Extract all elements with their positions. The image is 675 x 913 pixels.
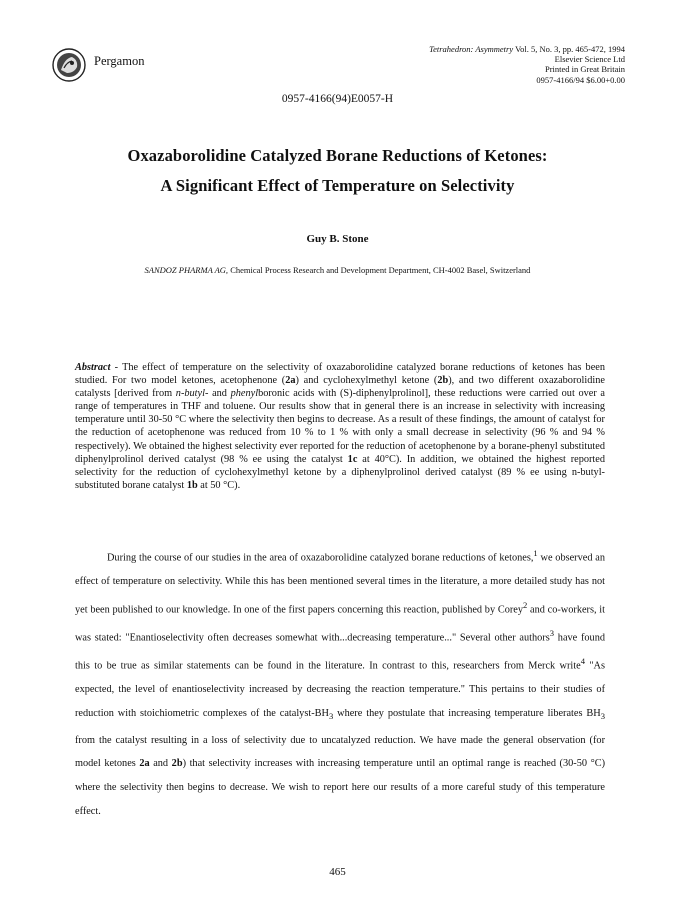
publisher-logo-icon [52,48,86,82]
journal-line-4: 0957-4166/94 $6.00+0.00 [536,74,625,85]
journal-citation [305,44,625,54]
subscript: 3 [600,710,605,721]
abstract [75,361,605,492]
abstract-text: ), and two different oxazaborolidine catalysts [derived from [75,375,605,400]
publisher-name: Pergamon [94,54,145,68]
affiliation [0,265,675,275]
abstract-italic: n-butyl- [175,388,209,400]
compound-ref: 2a [139,758,150,770]
body-text: During the course of our studies in the area of oxazaborolidine catalyzed borane reductions of ketones, [107,552,534,564]
journal-name: Tetrahedron: Asymmetry [429,44,514,54]
body-paragraph [75,542,605,823]
abstract-text: at 50 °C). [197,479,241,491]
body-text: from the catalyst resulting in a loss of selectivity due to uncatalyzed reduction. We have made the general observation (for model ketones [75,734,605,770]
abstract-text: ) and cyclohexylmethyl ketone ( [295,375,438,387]
author: Guy B. Stone [306,233,369,245]
subscript: 3 [328,710,334,721]
paper-title-line-2: A Significant Effect of Temperature on Selectivity [160,176,515,195]
reference-mark: 1 [533,548,538,558]
body-text: where they postulate that increasing temperature liberates BH [333,707,601,719]
body-text: ) that selectivity increases with increasing temperature until an optimal range is reached (30-50 °C) where the selectivity then begins to decrease. We wish to report here our results of a more careful study of this temperature effect. [75,758,605,817]
abstract-text: at 40°C). In addition, we obtained the highest reported selectivity for the reduction of cyclohexylmethyl ketone by a diphenylprolinol derived catalyst (89 % ee using n-butyl-substituted borane catalyst [75,453,606,491]
affiliation-org: SANDOZ PHARMA AG, [144,265,229,275]
compound-ref: 2b [437,375,449,387]
body-text: and [149,758,172,770]
body-text: and co-workers, it was stated: "Enantioselectivity often decreases somewhat with...decreasing temperature..." Several other authors [75,604,606,644]
abstract-label: Abstract [75,362,111,373]
journal-info [305,44,625,85]
reference-mark: 4 [580,656,585,667]
page-number: 465 [329,866,346,878]
paper-title-line-1: Oxazaborolidine Catalyzed Borane Reductions of Ketones: [127,146,548,165]
journal-line-2: Elsevier Science Ltd [554,54,625,65]
abstract-text: boronic acids with (S)-diphenylprolinol], these reductions were carried out over a range of temperatures in THF and toluene. Our results show that in general there is an increase in selectivity with increasing temperature until 30-50 °C where the selectivity then begins to decrease. As a result of these findings, the amount of catalyst for the reduction of acetophenone was reduced from 10 % to 1 % with only a small decrease in selectivity (96 % and 94 % respectively). We obtained the highest selectivity ever reported for the reduction of acetophenone by a borane-phenyl substituted diphenylprolinol derived catalyst (98 % ee using the catalyst [75,388,606,465]
document-id: 0957-4166(94)E0057-H [281,93,394,105]
affiliation-rest: Chemical Process Research and Development Department, CH-4002 Basel, Switzerland [228,265,531,275]
compound-ref: 1c [347,453,358,465]
reference-mark: 3 [549,627,555,638]
body-text: we observed an effect of temperature on selectivity. While this has been mentioned several times in the literature, a more detailed study has not yet been published to our knowledge. In one of the first papers concerning this reaction, published by Corey [75,552,605,616]
journal-volume: Vol. 5, No. 3, pp. 465-472, 1994 [513,44,625,54]
compound-ref: 1b [186,479,198,491]
abstract-text: - The effect of temperature on the selectivity of oxazaborolidine catalyzed borane reductions of ketones has been studied. For two model ketones, acetophenone ( [75,362,605,387]
compound-ref: 2a [285,375,296,387]
abstract-text: and [208,388,231,400]
body-text: have found this to be true as similar statements can be found in the literature. In contrast to this, researchers from Merck write [75,632,605,672]
journal-line-3: Printed in Great Britain [544,64,625,75]
body-text: "As expected, the level of enantioselectivity increased by decreasing the reaction temperature." This pertains to their studies of reduction with stoichiometric complexes of the catalyst-BH [75,660,605,719]
reference-mark: 2 [523,599,528,610]
compound-ref: 2b [171,758,183,770]
abstract-italic: phenyl [230,388,259,400]
